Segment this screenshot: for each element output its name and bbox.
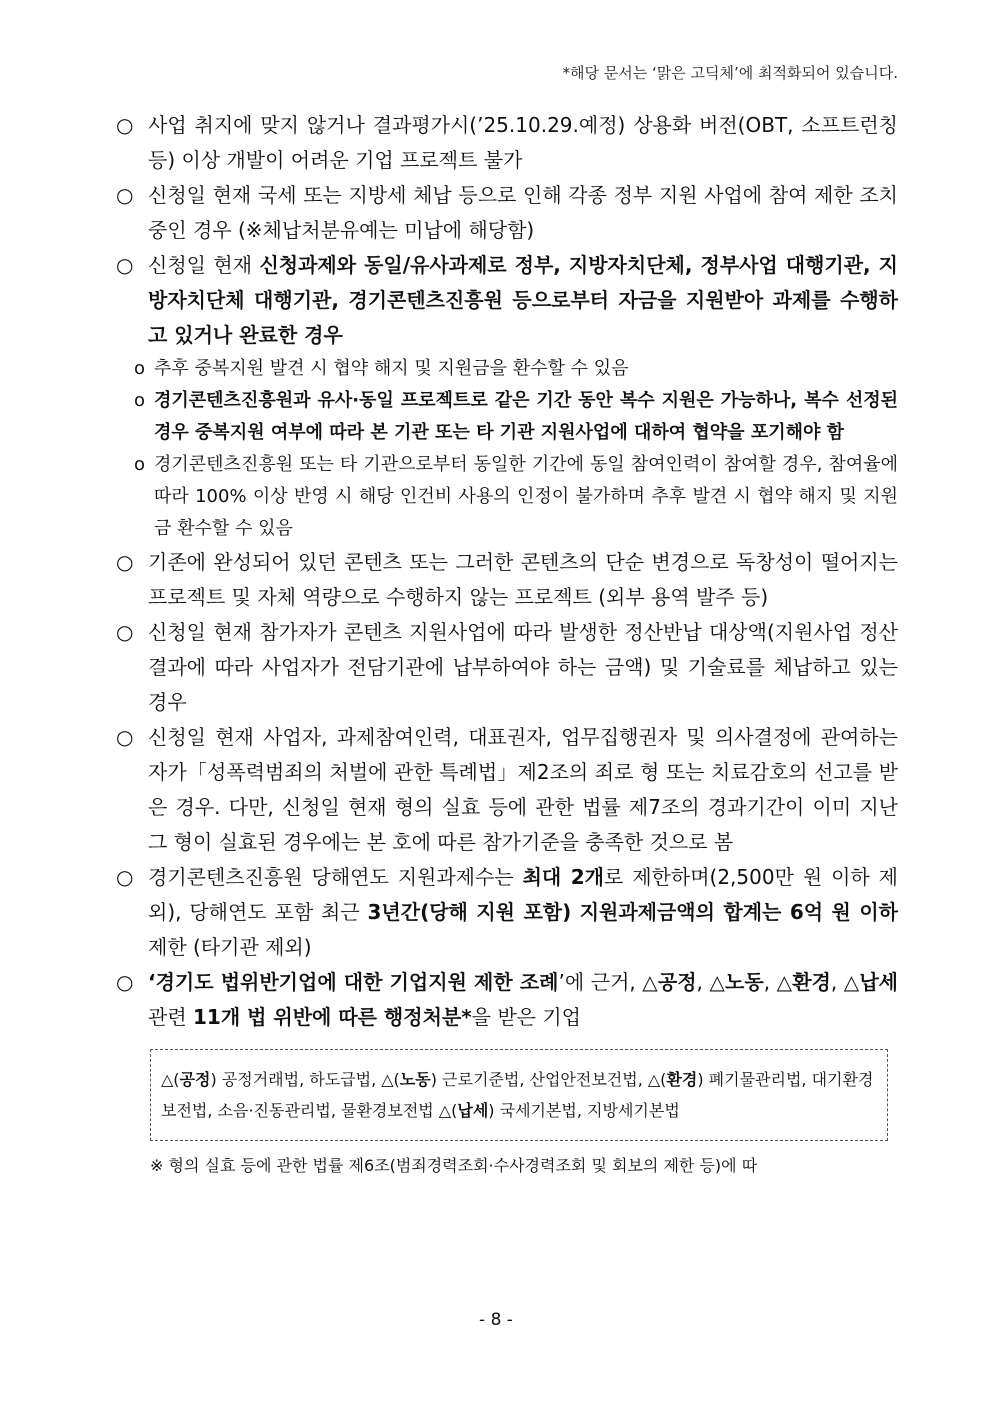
text-run: 신청일 현재 xyxy=(148,253,260,277)
bold-text: 11개 법 위반에 따른 행정처분* xyxy=(193,1005,472,1029)
bold-text: 납세 xyxy=(859,970,898,994)
text-run: 신청일 현재 참가자가 콘텐츠 지원사업에 따라 발생한 정산반납 대상액(지원사업 정산결과에 따라 사업자가 전담기관에 납부하여야 하는 금액) 및 기술료를 체납하고 있는 경우 xyxy=(148,620,898,714)
bold-text: 노동 xyxy=(725,970,764,994)
circle-bullet: ○ xyxy=(116,865,134,889)
item-text xyxy=(148,865,898,959)
circle-bullet: ○ xyxy=(116,550,134,574)
bold-text: 3년간(당해 지원 포함) 지원과제금액의 합계는 6억 원 이하 xyxy=(367,900,898,924)
bold-text: 최대 2개 xyxy=(522,865,604,889)
list-item xyxy=(116,860,898,965)
bold-text: 경기콘텐츠진흥원과 유사·동일 프로젝트로 같은 기간 동안 복수 지원은 가능하나, 복수 선정된 경우 중복지원 여부에 따라 본 기관 또는 타 기관 지원사업에 대하여 협약을 포기해야 함 xyxy=(154,390,898,443)
list-item xyxy=(116,615,898,720)
list-item xyxy=(116,720,898,860)
text-run: 관련 xyxy=(148,1005,193,1029)
item-text xyxy=(154,358,629,379)
item-text xyxy=(148,253,898,347)
item-text xyxy=(148,113,898,172)
bold-text: 신청과제와 동일/유사과제로 정부, 지방자치단체, 정부사업 대행기관, 지방자치단체 대행기관, 경기콘텐츠진흥원 등으로부터 자금을 지원받아 과제를 수행하고 있거나 완료한 경우 xyxy=(148,253,898,347)
text-run: 경기콘텐츠진흥원 당해연도 지원과제수는 xyxy=(148,865,523,889)
item-text xyxy=(148,725,898,854)
sub-item xyxy=(116,353,898,385)
bold-text: 노동 xyxy=(399,1070,431,1089)
text-run: ’에 근거, △ xyxy=(558,970,658,994)
list-item xyxy=(116,108,898,178)
text-run: ) 공정거래법, 하도급법, △( xyxy=(210,1070,400,1089)
circle-bullet: ○ xyxy=(116,970,134,994)
text-run: ) 국세기본법, 지방세기본법 xyxy=(488,1101,680,1120)
item-text xyxy=(154,454,898,539)
circle-bullet: ○ xyxy=(116,253,134,277)
text-run: , △ xyxy=(830,970,860,994)
circle-bullet: ○ xyxy=(116,113,134,137)
document-body xyxy=(116,108,898,1181)
bold-text: 환경 xyxy=(666,1070,698,1089)
bold-text: 공정 xyxy=(657,970,697,994)
circle-bullet: ○ xyxy=(116,620,134,644)
text-run: 신청일 현재 국세 또는 지방세 체납 등으로 인해 각종 정부 지원 사업에 참여 제한 조치 중인 경우 (※체납처분유예는 미납에 해당함) xyxy=(148,183,898,242)
text-run: , △ xyxy=(696,970,726,994)
bold-text: 납세 xyxy=(457,1101,489,1120)
sub-bullet: o xyxy=(134,390,146,411)
circle-bullet: ○ xyxy=(116,725,134,749)
text-run: 로 제한하며(2,500만 원 이하 제외), 당해연도 포함 최근 xyxy=(148,865,898,924)
sub-bullet: o xyxy=(134,358,146,379)
list-item xyxy=(116,545,898,615)
list-item xyxy=(116,248,898,353)
bold-text: 환경 xyxy=(792,970,831,994)
foot-note: ※ 형의 실효 등에 관한 법률 제6조(범죄경력조회·수사경력조회 및 회보의 제한 등)에 따 xyxy=(150,1156,758,1175)
header-note: *해당 문서는 ‘맑은 고딕체’에 최적화되어 있습니다. xyxy=(562,64,898,82)
text-run: ) 폐기물관리법, 대기환경보전법, 소음·진동관리법, 물환경보전법 △( xyxy=(161,1070,874,1120)
list-item xyxy=(116,178,898,248)
law-list-box xyxy=(150,1049,888,1141)
sub-item xyxy=(116,385,898,449)
sub-bullet: o xyxy=(134,454,146,475)
text-run: 기존에 완성되어 있던 콘텐츠 또는 그러한 콘텐츠의 단순 변경으로 독창성이 떨어지는 프로젝트 및 자체 역량으로 수행하지 않는 프로젝트 (외부 용역 발주 등) xyxy=(148,550,898,609)
text-run: 신청일 현재 사업자, 과제참여인력, 대표권자, 업무집행권자 및 의사결정에 관여하는 자가「성폭력범죄의 처벌에 관한 특례법」제2조의 죄로 형 또는 치료감호의 선고를 받은 경우. 다만, 신청일 현재 형의 실효 등에 관한 법률 제7조의 경과기간이 이미 지난 그 형이 실효된 경우에는 본 호에 따른 참가기준을 충족한 것으로 봄 xyxy=(148,725,898,854)
bold-text: ‘경기도 법위반기업에 대한 기업지원 제한 조례 xyxy=(148,970,559,994)
text-run: 을 받은 기업 xyxy=(471,1005,581,1029)
item-text xyxy=(148,550,898,609)
text-run: 제한 (타기관 제외) xyxy=(148,935,312,959)
item-text xyxy=(148,620,898,714)
bold-text: 공정 xyxy=(179,1070,211,1089)
text-run: 사업 취지에 맞지 않거나 결과평가시(’25.10.29.예정) 상용화 버전(OBT, 소프트런칭 등) 이상 개발이 어려운 기업 프로젝트 불가 xyxy=(148,113,898,172)
text-run: 경기콘텐츠진흥원 또는 타 기관으로부터 동일한 기간에 동일 참여인력이 참여할 경우, 참여율에 따라 100% 이상 반영 시 해당 인건비 사용의 인정이 불가하며 추후 발견 시 협약 해지 및 지원금 환수할 수 있음 xyxy=(154,454,898,539)
text-run: 추후 중복지원 발견 시 협약 해지 및 지원금을 환수할 수 있음 xyxy=(154,358,629,379)
text-run: , △ xyxy=(763,970,793,994)
circle-bullet: ○ xyxy=(116,183,134,207)
sub-item xyxy=(116,449,898,545)
item-text xyxy=(148,970,898,1029)
page-number: - 8 - xyxy=(479,1310,513,1330)
requirement-list xyxy=(116,108,898,1035)
list-item xyxy=(116,965,898,1035)
item-text xyxy=(154,390,898,443)
item-text xyxy=(148,183,898,242)
text-run: △( xyxy=(161,1070,180,1089)
text-run: ) 근로기준법, 산업안전보건법, △( xyxy=(430,1070,667,1089)
